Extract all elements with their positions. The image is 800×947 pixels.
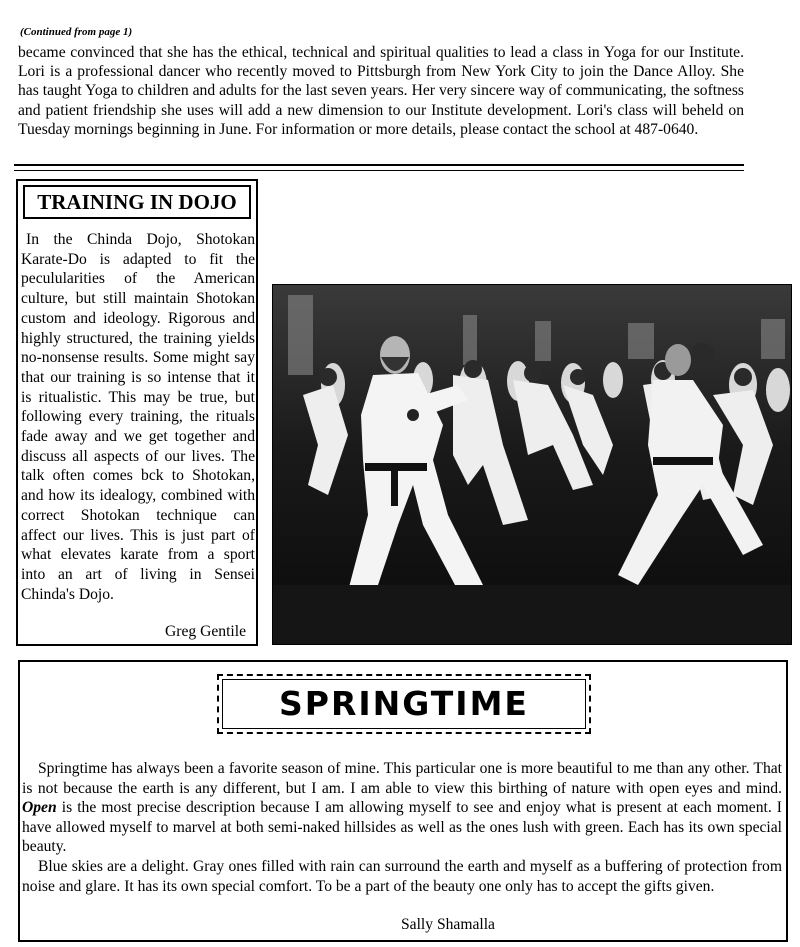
training-author: Greg Gentile xyxy=(165,623,246,640)
springtime-p1-start: Springtime has always been a favorite season of mine. This particular one is more beautiful to me than any other. That is not because the earth is any different, but I am. I am able to view this birthing of nature with open eyes and mind. xyxy=(22,760,782,797)
intro-paragraph: became convinced that she has the ethical, technical and spiritual qualities to lead a class in Yoga for our Institute. Lori is a professional dancer who recently moved to Pittsburgh from New York City to join the Dance Alloy. She has taught Yoga to children and adults for the last seven years. Her very sincere way of communicating, the softness and patient friendship she uses will add a new dimension to our Institute development. Lori's class will beheld on Tuesday mornings beginning in June. For information or more details, please contact the school at 487-0640. xyxy=(18,44,744,138)
karate-class-photo xyxy=(272,284,792,645)
springtime-paragraph-2: Blue skies are a delight. Gray ones filled with rain can surround the earth and myself as a buffering of protection from noise and glare. It has its own special comfort. To be a part of the beauty one only has to accept the gifts given. xyxy=(22,857,782,895)
springtime-body xyxy=(22,759,782,896)
training-title: TRAINING IN DOJO xyxy=(23,185,251,219)
springtime-title: SPRINGTIME xyxy=(279,684,529,723)
open-emphasis: Open xyxy=(22,799,57,817)
training-article xyxy=(16,179,258,646)
springtime-p1-end: is the most precise description because I am allowing myself to see and enjoy what is present at each moment. I have allowed myself to marvel at both semi-naked hillsides as well as the ones lush with green. Each has its own special beauty. xyxy=(22,799,782,856)
springtime-article xyxy=(18,660,788,942)
photo-illustration xyxy=(273,285,791,644)
training-paragraph: In the Chinda Dojo, Shotokan Karate-Do is adapted to fit the peculularities of the American culture, but still maintain Shotokan custom and ideology. Rigorous and highly structured, the training yields no-nonsense results. Some might say that our training is so intense that it is ritualistic. This may be true, but following every training, the rituals fade away and we get together and discuss all aspects of our lives. The talk often comes bck to Shotokan, and how its idealogy, combined with correct Shotokan technique can affect our lives. This is just part of what elevates karate from a sport into an art of living in Sensei Chinda's Dojo. xyxy=(21,231,255,603)
section-divider xyxy=(14,164,744,166)
section-divider-thin xyxy=(14,170,744,171)
continued-note: (Continued from page 1) xyxy=(20,26,133,38)
springtime-paragraph-1 xyxy=(22,759,782,857)
springtime-author: Sally Shamalla xyxy=(401,916,495,933)
training-body xyxy=(21,230,255,604)
springtime-banner xyxy=(217,674,591,734)
